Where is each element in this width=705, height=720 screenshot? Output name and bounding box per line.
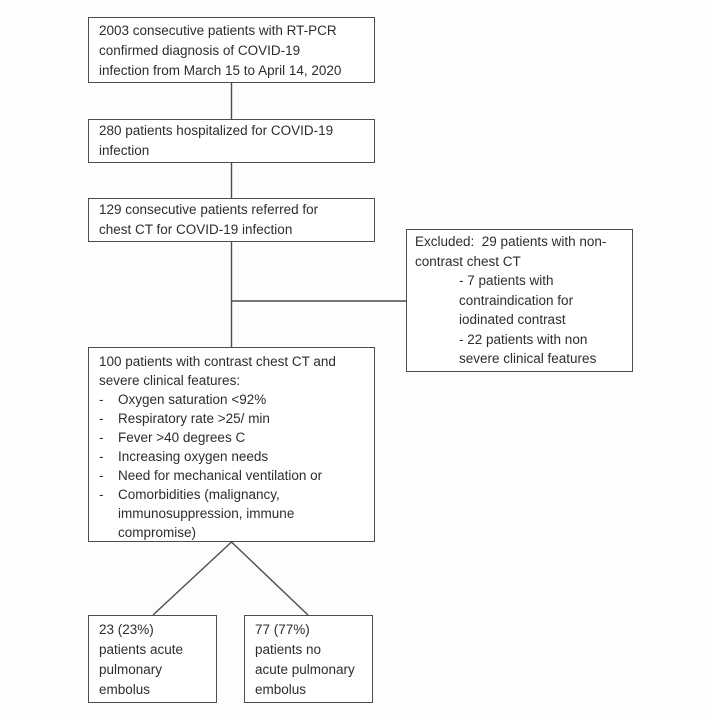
bullet-marker: - xyxy=(99,487,104,502)
text-line: contraindication for xyxy=(459,292,574,308)
text-line: embolus xyxy=(255,682,307,697)
bullet-marker: - xyxy=(99,468,104,483)
text-line: - 7 patients with xyxy=(459,273,554,288)
text-line: Respiratory rate >25/ min xyxy=(118,411,270,426)
text-line: embolus xyxy=(99,682,151,697)
bullet-item xyxy=(99,447,364,466)
text-line: acute pulmonary xyxy=(255,662,355,677)
text-line: Comorbidities (malignancy, xyxy=(118,487,280,502)
bullet-item xyxy=(99,485,364,504)
text-line: 100 patients with contrast chest CT and xyxy=(99,354,336,369)
bullet-item xyxy=(99,428,364,447)
box-hospitalized-patients xyxy=(88,119,375,163)
text-line: compromise) xyxy=(118,525,197,540)
box-excluded-patients xyxy=(406,229,633,372)
text-line: patients acute xyxy=(99,642,184,657)
text-line: contrast chest CT xyxy=(415,253,521,269)
text-line: Excluded: 29 patients with non- xyxy=(415,234,607,249)
text-line: Fever >40 degrees C xyxy=(118,430,246,445)
text-line: severe clinical features xyxy=(459,351,597,366)
text-line: Need for mechanical ventilation or xyxy=(118,468,323,483)
bullet-marker: - xyxy=(99,430,104,445)
bullet-marker: - xyxy=(99,449,104,464)
bullet-marker: - xyxy=(99,411,104,426)
text-line: patients no xyxy=(255,642,322,657)
text-line: - 22 patients with non xyxy=(459,331,588,347)
text-line: 129 consecutive patients referred for xyxy=(99,202,319,217)
text-line: Oxygen saturation <92% xyxy=(118,392,267,407)
bullet-item xyxy=(99,409,364,428)
box-contrast-ct-severe-features xyxy=(88,347,375,542)
text-line: Increasing oxygen needs xyxy=(118,449,269,464)
text-line: iodinated contrast xyxy=(459,312,566,327)
box-no-acute-pulmonary-embolus xyxy=(244,615,373,703)
text-line: pulmonary xyxy=(99,662,163,677)
text-line: infection xyxy=(99,143,150,158)
bullet-item xyxy=(99,390,364,409)
text-line: severe clinical features: xyxy=(99,373,241,388)
text-line: 280 patients hospitalized for COVID-19 xyxy=(99,123,334,138)
text-line: infection from March 15 to April 14, 2020 xyxy=(99,63,342,78)
bullet-item xyxy=(99,466,364,485)
box-referred-chest-ct xyxy=(88,198,375,242)
text-line: chest CT for COVID-19 infection xyxy=(99,222,293,237)
text-line: 77 (77%) xyxy=(255,622,310,637)
box-rtpcr-confirmed-patients xyxy=(88,17,375,83)
text-line: confirmed diagnosis of COVID-19 xyxy=(99,43,301,58)
bullet-marker: - xyxy=(99,392,104,407)
text-line: 2003 consecutive patients with RT-PCR xyxy=(99,23,337,38)
text-line: immunosuppression, immune xyxy=(118,506,295,521)
box-acute-pulmonary-embolus xyxy=(88,615,217,703)
text-line: 23 (23%) xyxy=(99,622,154,637)
